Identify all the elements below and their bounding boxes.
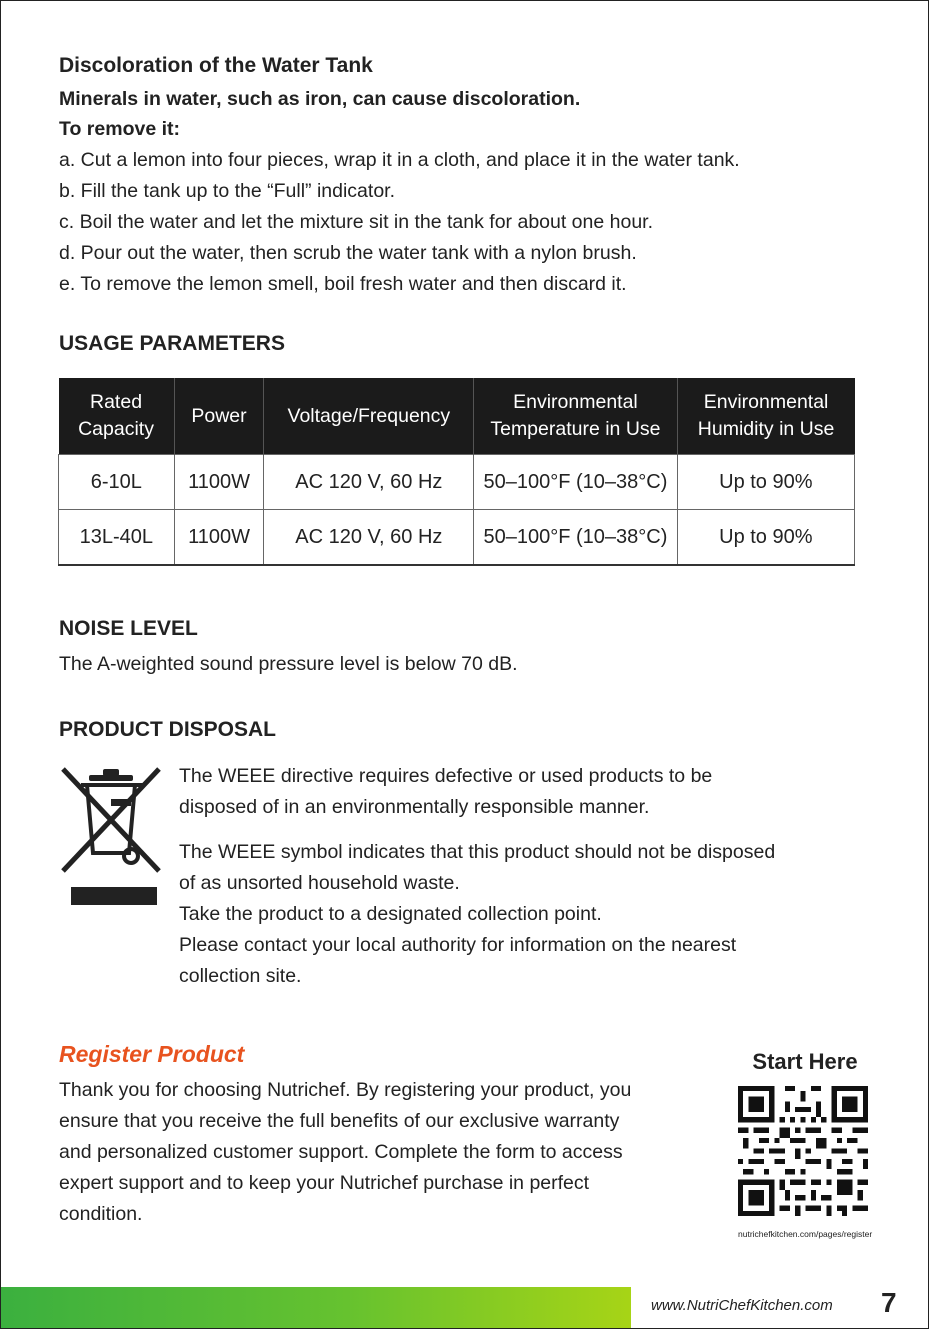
- disposal-line-1: The WEEE directive requires defective or used products to be: [179, 765, 713, 787]
- discoloration-subtitle: Minerals in water, such as iron, can cause discoloration.: [59, 88, 581, 110]
- table-header-row: [59, 378, 855, 455]
- register-line-5: condition.: [59, 1203, 143, 1225]
- cell-capacity: 6-10L: [59, 455, 175, 510]
- remove-label: To remove it:: [59, 118, 180, 140]
- cell-voltage: AC 120 V, 60 Hz: [264, 510, 474, 566]
- noise-title: NOISE LEVEL: [59, 617, 198, 640]
- header-env-humidity: Environmental Humidity in Use: [677, 378, 854, 455]
- disposal-line-2: disposed of in an environmentally responsible manner.: [179, 796, 650, 818]
- cell-capacity: 13L-40L: [59, 510, 175, 566]
- register-line-2: ensure that you receive the full benefits of our exclusive warranty: [59, 1110, 620, 1132]
- qr-code-icon[interactable]: [738, 1086, 868, 1216]
- cell-power: 1100W: [174, 455, 264, 510]
- table-row: [59, 455, 855, 510]
- cell-humidity: Up to 90%: [677, 455, 854, 510]
- header-power: Power: [174, 378, 264, 455]
- register-title: Register Product: [59, 1041, 245, 1067]
- register-line-1: Thank you for choosing Nutrichef. By registering your product, you: [59, 1079, 632, 1101]
- noise-text: The A-weighted sound pressure level is below 70 dB.: [59, 653, 518, 675]
- cell-power: 1100W: [174, 510, 264, 566]
- header-voltage-frequency: Voltage/Frequency: [264, 378, 474, 455]
- step-c: c. Boil the water and let the mixture sit in the tank for about one hour.: [59, 211, 654, 233]
- cell-humidity: Up to 90%: [677, 510, 854, 566]
- step-e: e. To remove the lemon smell, boil fresh water and then discard it.: [59, 273, 627, 295]
- cell-temperature: 50–100°F (10–38°C): [474, 510, 677, 566]
- register-line-3: and personalized customer support. Complete the form to access: [59, 1141, 623, 1163]
- register-line-4: expert support and to keep your Nutrichef purchase in perfect: [59, 1172, 590, 1194]
- footer-green-bar: [1, 1287, 631, 1329]
- header-env-temperature: Environmental Temperature in Use: [474, 378, 677, 455]
- cell-voltage: AC 120 V, 60 Hz: [264, 455, 474, 510]
- step-b: b. Fill the tank up to the “Full” indicator.: [59, 180, 395, 202]
- qr-url[interactable]: nutrichefkitchen.com/pages/register: [738, 1229, 873, 1239]
- disposal-line-4: of as unsorted household waste.: [179, 872, 460, 894]
- cell-temperature: 50–100°F (10–38°C): [474, 455, 677, 510]
- footer-website-link[interactable]: www.NutriChefKitchen.com: [651, 1297, 833, 1314]
- discoloration-title: Discoloration of the Water Tank: [59, 54, 373, 77]
- weee-crossed-bin-icon: [59, 763, 163, 907]
- table-row: [59, 510, 855, 566]
- header-rated-capacity: Rated Capacity: [59, 378, 175, 455]
- disposal-line-5: Take the product to a designated collection point.: [179, 903, 602, 925]
- disposal-line-3: The WEEE symbol indicates that this product should not be disposed: [179, 841, 776, 863]
- usage-parameters-table: [58, 378, 855, 566]
- disposal-line-6: Please contact your local authority for information on the nearest: [179, 934, 737, 956]
- step-d: d. Pour out the water, then scrub the water tank with a nylon brush.: [59, 242, 637, 264]
- step-a: a. Cut a lemon into four pieces, wrap it in a cloth, and place it in the water tank.: [59, 149, 740, 171]
- qr-title: Start Here: [752, 1049, 858, 1074]
- disposal-title: PRODUCT DISPOSAL: [59, 718, 277, 741]
- disposal-line-7: collection site.: [179, 965, 302, 987]
- page-number: 7: [881, 1287, 897, 1318]
- usage-title: USAGE PARAMETERS: [59, 332, 285, 355]
